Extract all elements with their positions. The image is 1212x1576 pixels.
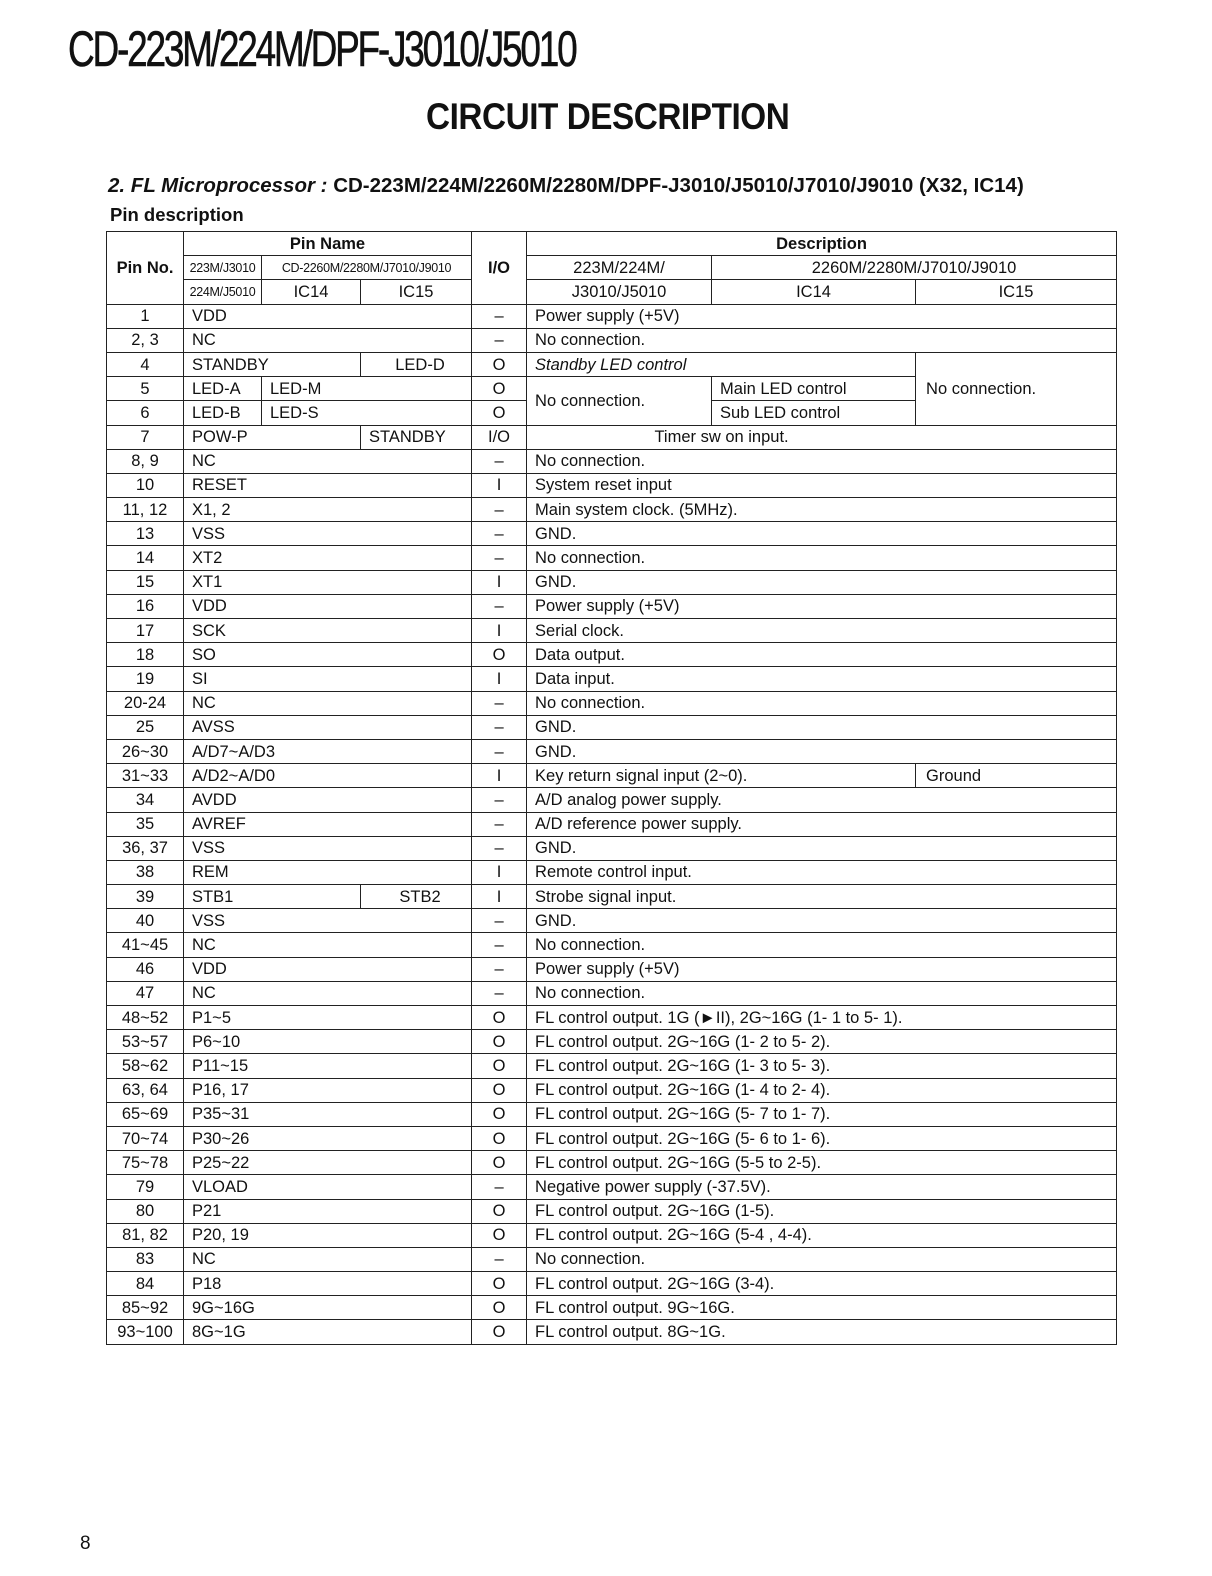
pin-io: O [472, 643, 527, 667]
pin-name: VSS [184, 836, 472, 860]
pin-io: I/O [472, 425, 527, 449]
pin-name: P18 [184, 1272, 472, 1296]
pin-number: 40 [107, 909, 184, 933]
pin-name: NC [184, 981, 472, 1005]
header-pin-no: Pin No. [107, 232, 184, 305]
pin-io: O [472, 1199, 527, 1223]
header-pn-model-a1: 223M/J3010 [184, 256, 262, 280]
pin-description: A/D reference power supply. [527, 812, 1117, 836]
table-row [107, 1126, 1117, 1150]
pin-name: XT2 [184, 546, 472, 570]
pin-io: – [472, 957, 527, 981]
pin-io: O [472, 1223, 527, 1247]
table-row [107, 812, 1117, 836]
page-number: 8 [80, 1533, 91, 1554]
pin-name: X1, 2 [184, 498, 472, 522]
desc-a-no-connection: No connection. [527, 377, 712, 425]
pin-io: – [472, 788, 527, 812]
pin-number: 2, 3 [107, 328, 184, 352]
header-desc-ic14: IC14 [712, 280, 916, 304]
pin-description: FL control output. 2G~16G (1-5). [527, 1199, 1117, 1223]
pin-name: SO [184, 643, 472, 667]
header-desc-model-b: 2260M/2280M/J7010/J9010 [712, 256, 1117, 280]
header-desc-model-a1: 223M/224M/ [527, 256, 712, 280]
pin-number: 1 [107, 304, 184, 328]
pin-name: POW-P [184, 425, 361, 449]
pin-name: 9G~16G [184, 1296, 472, 1320]
pin-description: Power supply (+5V) [527, 957, 1117, 981]
pin-description: Timer sw on input. [527, 425, 1117, 449]
pin-io: – [472, 594, 527, 618]
pin-number: 8, 9 [107, 449, 184, 473]
pin-description: FL control output. 2G~16G (5-5 to 2-5). [527, 1151, 1117, 1175]
pin-io: – [472, 328, 527, 352]
pin-name: XT1 [184, 570, 472, 594]
pin-description: FL control output. 2G~16G (1- 2 to 5- 2). [527, 1030, 1117, 1054]
pin-name: P1~5 [184, 1006, 472, 1030]
pin-number: 81, 82 [107, 1223, 184, 1247]
pin-number: 41~45 [107, 933, 184, 957]
pin-description: FL control output. 2G~16G (1- 3 to 5- 3). [527, 1054, 1117, 1078]
pin-description: GND. [527, 739, 1117, 763]
header-description: Description [527, 232, 1117, 256]
pin-description: Data input. [527, 667, 1117, 691]
table-row [107, 1296, 1117, 1320]
pin-io: O [472, 1126, 527, 1150]
table-row [107, 1272, 1117, 1296]
pin-name: P35~31 [184, 1102, 472, 1126]
header-pn-model-a2: 224M/J5010 [184, 280, 262, 304]
pin-number: 47 [107, 981, 184, 1005]
pin-name: STANDBY [184, 352, 361, 376]
pin-number: 19 [107, 667, 184, 691]
pin-name: VSS [184, 522, 472, 546]
pin-io: O [472, 1296, 527, 1320]
table-row [107, 425, 1117, 449]
pin-io: O [472, 377, 527, 401]
pin-name: P11~15 [184, 1054, 472, 1078]
table-row [107, 304, 1117, 328]
table-row [107, 909, 1117, 933]
pin-number: 11, 12 [107, 498, 184, 522]
pin-io: – [472, 739, 527, 763]
pin-number: 17 [107, 619, 184, 643]
pin-name: A/D7~A/D3 [184, 739, 472, 763]
table-row [107, 739, 1117, 763]
table-row [107, 594, 1117, 618]
pin-description: No connection. [527, 546, 1117, 570]
pin-description: No connection. [527, 1247, 1117, 1271]
pin-number: 39 [107, 885, 184, 909]
pin-number: 10 [107, 473, 184, 497]
pin-description: FL control output. 2G~16G (5- 7 to 1- 7). [527, 1102, 1117, 1126]
pin-description: Key return signal input (2~0). [527, 764, 916, 788]
pin-number: 75~78 [107, 1151, 184, 1175]
table-row [107, 546, 1117, 570]
pin-description: GND. [527, 570, 1117, 594]
pin-number: 53~57 [107, 1030, 184, 1054]
pin-description: Data output. [527, 643, 1117, 667]
pin-description: FL control output. 2G~16G (5-4 , 4-4). [527, 1223, 1117, 1247]
pin-io: – [472, 715, 527, 739]
pin-name-a: LED-B [184, 401, 262, 425]
pin-name: REM [184, 860, 472, 884]
pin-number: 58~62 [107, 1054, 184, 1078]
table-row [107, 788, 1117, 812]
desc-ic15-ground: Ground [916, 764, 1117, 788]
pin-number: 35 [107, 812, 184, 836]
pin-name-a: LED-A [184, 377, 262, 401]
table-row [107, 498, 1117, 522]
pin-io: – [472, 1175, 527, 1199]
pin-name: 8G~1G [184, 1320, 472, 1344]
pin-io: – [472, 909, 527, 933]
pin-name: NC [184, 691, 472, 715]
pin-io: I [472, 619, 527, 643]
pin-table [106, 231, 1117, 1345]
table-row [107, 473, 1117, 497]
pin-io: – [472, 522, 527, 546]
table-row [107, 1078, 1117, 1102]
pin-io: – [472, 304, 527, 328]
pin-number: 18 [107, 643, 184, 667]
pin-number: 34 [107, 788, 184, 812]
pin-io: I [472, 667, 527, 691]
pin-io: – [472, 812, 527, 836]
pin-io: O [472, 1320, 527, 1344]
pin-number: 4 [107, 352, 184, 376]
table-row [107, 328, 1117, 352]
pin-name: AVDD [184, 788, 472, 812]
pin-name: P6~10 [184, 1030, 472, 1054]
section-title: CIRCUIT DESCRIPTION [426, 96, 790, 137]
pin-name: NC [184, 1247, 472, 1271]
pin-description: No connection. [527, 328, 1117, 352]
pin-io: I [472, 570, 527, 594]
pin-io: O [472, 1054, 527, 1078]
desc-ic14: Main LED control [712, 377, 916, 401]
pin-io: O [472, 401, 527, 425]
pin-description: FL control output. 2G~16G (3-4). [527, 1272, 1117, 1296]
pin-description-label: Pin description [110, 204, 244, 225]
pin-name: P21 [184, 1199, 472, 1223]
pin-name: A/D2~A/D0 [184, 764, 472, 788]
pin-io: O [472, 1272, 527, 1296]
rows-group-a [107, 304, 1117, 352]
table-row [107, 885, 1117, 909]
pin-name: P25~22 [184, 1151, 472, 1175]
pin-description: No connection. [527, 933, 1117, 957]
pin-number: 46 [107, 957, 184, 981]
pin-description: Remote control input. [527, 860, 1117, 884]
pin-number: 20-24 [107, 691, 184, 715]
header-pin-name: Pin Name [184, 232, 472, 256]
pin-name: AVREF [184, 812, 472, 836]
pin-io: I [472, 764, 527, 788]
pin-name-ic15: STANDBY [361, 425, 472, 449]
header-desc-model-a2: J3010/J5010 [527, 280, 712, 304]
pin-description: A/D analog power supply. [527, 788, 1117, 812]
pin-name: SCK [184, 619, 472, 643]
pin-description: Power supply (+5V) [527, 304, 1117, 328]
header-pn-ic15: IC15 [361, 280, 472, 304]
table-row [107, 1247, 1117, 1271]
pin-description: Serial clock. [527, 619, 1117, 643]
rows-group-d [107, 909, 1117, 1344]
table-row [107, 522, 1117, 546]
table-row [107, 667, 1117, 691]
desc-ic14: Sub LED control [712, 401, 916, 425]
pin-name: NC [184, 449, 472, 473]
pin-description: No connection. [527, 449, 1117, 473]
pin-description: GND. [527, 715, 1117, 739]
pin-io: – [472, 546, 527, 570]
pin-description: No connection. [527, 981, 1117, 1005]
pin-number: 83 [107, 1247, 184, 1271]
subsection-heading [108, 174, 1024, 198]
pin-description: GND. [527, 909, 1117, 933]
pin-io: O [472, 352, 527, 376]
pin-description: System reset input [527, 473, 1117, 497]
pin-number: 7 [107, 425, 184, 449]
rows-group-c [107, 788, 1117, 885]
table-row [107, 1006, 1117, 1030]
table-row [107, 619, 1117, 643]
pin-name: NC [184, 328, 472, 352]
table-row [107, 1102, 1117, 1126]
table-row [107, 957, 1117, 981]
table-row [107, 352, 1117, 376]
pin-number: 38 [107, 860, 184, 884]
pin-name-b: LED-S [262, 401, 472, 425]
pin-name: P30~26 [184, 1126, 472, 1150]
pin-number: 16 [107, 594, 184, 618]
pin-name: VLOAD [184, 1175, 472, 1199]
pin-name: SI [184, 667, 472, 691]
table-row [107, 1054, 1117, 1078]
pin-description: FL control output. 1G (►II), 2G~16G (1- 1 to 5- 1). [527, 1006, 1117, 1030]
table-row [107, 981, 1117, 1005]
pin-number: 6 [107, 401, 184, 425]
pin-name: RESET [184, 473, 472, 497]
subsection-lead: 2. FL Microprocessor : [108, 174, 328, 197]
pin-name: AVSS [184, 715, 472, 739]
pin-name: VDD [184, 957, 472, 981]
pin-name: STB1 [184, 885, 361, 909]
pin-number: 13 [107, 522, 184, 546]
pin-number: 14 [107, 546, 184, 570]
pin-description: FL control output. 2G~16G (1- 4 to 2- 4). [527, 1078, 1117, 1102]
table-row [107, 449, 1117, 473]
table-row [107, 691, 1117, 715]
pin-number: 85~92 [107, 1296, 184, 1320]
table-row [107, 860, 1117, 884]
table-row [107, 933, 1117, 957]
pin-description: No connection. [527, 691, 1117, 715]
header-pn-model-b: CD-2260M/2280M/J7010/J9010 [262, 256, 472, 280]
table-row [107, 1223, 1117, 1247]
pin-io: – [472, 449, 527, 473]
rows-group-strobe [107, 885, 1117, 909]
pin-number: 36, 37 [107, 836, 184, 860]
pin-io: – [472, 1247, 527, 1271]
pin-io: O [472, 1151, 527, 1175]
pin-name: P16, 17 [184, 1078, 472, 1102]
pin-number: 31~33 [107, 764, 184, 788]
pin-io: O [472, 1030, 527, 1054]
pin-number: 65~69 [107, 1102, 184, 1126]
pin-name: NC [184, 933, 472, 957]
pin-name-ic15: LED-D [361, 352, 472, 376]
pin-name-b: LED-M [262, 377, 472, 401]
pin-number: 79 [107, 1175, 184, 1199]
table-row [107, 1199, 1117, 1223]
model-title: CD-223M/224M/DPF-J3010/J5010 [68, 21, 576, 77]
pin-number: 25 [107, 715, 184, 739]
table-row [107, 1151, 1117, 1175]
rows-group-led [107, 352, 1117, 449]
pin-number: 70~74 [107, 1126, 184, 1150]
table-row [107, 764, 1117, 788]
pin-name: VSS [184, 909, 472, 933]
pin-name: VDD [184, 304, 472, 328]
pin-description: FL control output. 8G~1G. [527, 1320, 1117, 1344]
pin-io: – [472, 933, 527, 957]
pin-number: 15 [107, 570, 184, 594]
pin-number: 93~100 [107, 1320, 184, 1344]
rows-group-key [107, 764, 1117, 788]
pin-description: GND. [527, 522, 1117, 546]
pin-io: I [472, 860, 527, 884]
table-row [107, 715, 1117, 739]
pin-io: O [472, 1006, 527, 1030]
pin-description: GND. [527, 836, 1117, 860]
pin-number: 84 [107, 1272, 184, 1296]
table-row [107, 1320, 1117, 1344]
desc-ic15-no-connection: No connection. [916, 352, 1117, 425]
pin-number: 5 [107, 377, 184, 401]
subsection-models: CD-223M/224M/2260M/2280M/DPF-J3010/J5010/J7010/J9010 (X32, IC14) [333, 174, 1024, 197]
pin-description: Standby LED control [527, 352, 916, 376]
pin-description: FL control output. 9G~16G. [527, 1296, 1117, 1320]
table-header [107, 232, 1117, 305]
pin-io: – [472, 691, 527, 715]
pin-io: – [472, 498, 527, 522]
pin-description: Power supply (+5V) [527, 594, 1117, 618]
pin-io: O [472, 1102, 527, 1126]
table-row [107, 643, 1117, 667]
pin-number: 80 [107, 1199, 184, 1223]
pin-io: I [472, 885, 527, 909]
pin-number: 63, 64 [107, 1078, 184, 1102]
pin-number: 48~52 [107, 1006, 184, 1030]
header-desc-ic15: IC15 [916, 280, 1117, 304]
pin-name-ic15: STB2 [361, 885, 472, 909]
pin-number: 26~30 [107, 739, 184, 763]
table-row [107, 1030, 1117, 1054]
table-row [107, 570, 1117, 594]
pin-description: Strobe signal input. [527, 885, 1117, 909]
table-row [107, 836, 1117, 860]
header-pn-ic14: IC14 [262, 280, 361, 304]
rows-group-b [107, 449, 1117, 763]
pin-description: Main system clock. (5MHz). [527, 498, 1117, 522]
pin-name: P20, 19 [184, 1223, 472, 1247]
pin-io: – [472, 981, 527, 1005]
header-io: I/O [472, 232, 527, 305]
pin-io: O [472, 1078, 527, 1102]
pin-name: VDD [184, 594, 472, 618]
table-row [107, 1175, 1117, 1199]
pin-io: I [472, 473, 527, 497]
pin-description: Negative power supply (-37.5V). [527, 1175, 1117, 1199]
pin-io: – [472, 836, 527, 860]
pin-description: FL control output. 2G~16G (5- 6 to 1- 6). [527, 1126, 1117, 1150]
